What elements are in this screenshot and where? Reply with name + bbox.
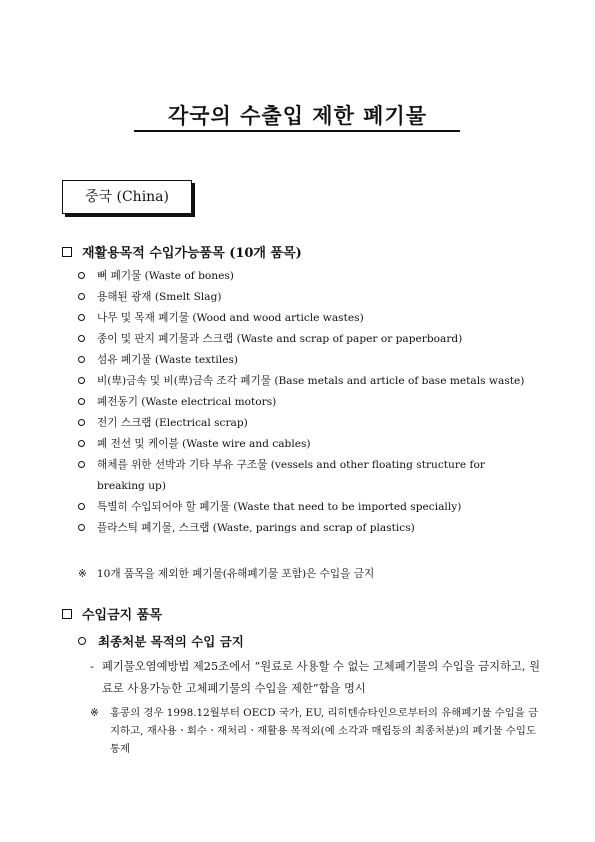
recyclable-items-list — [78, 266, 528, 539]
dash-list-item — [90, 656, 540, 700]
section-heading-recyclable — [62, 242, 302, 261]
list-item: 플라스틱 폐기물, 스크랩 (Waste, parings and scrap of plastics) — [78, 518, 528, 539]
circle-bullet-icon — [78, 293, 85, 300]
list-item: 섬유 폐기물 (Waste textiles) — [78, 350, 528, 371]
circle-bullet-icon — [78, 461, 85, 468]
square-bullet-icon — [62, 247, 72, 257]
country-label-box: 중국 (China) — [62, 180, 192, 214]
sub-heading — [78, 632, 244, 650]
list-item: 해체를 위한 선박과 기타 부유 구조물 (vessels and other floating structure for breaking up) — [78, 455, 528, 497]
list-item: 종이 및 판지 폐기물과 스크랩 (Waste and scrap of paper or paperboard) — [78, 329, 528, 350]
list-item: 폐 전선 및 케이블 (Waste wire and cables) — [78, 434, 528, 455]
sub-heading-text: 최종처분 목적의 수입 금지 — [98, 634, 244, 649]
square-bullet-icon — [62, 609, 72, 619]
dash-item-text: 폐기물오염예방법 제25조에서 “원료로 사용할 수 없는 고체폐기물의 수입을 금지하고, 원료로 사용가능한 고체폐기물의 수입을 제한”함을 명시 — [102, 660, 541, 695]
list-item: 폐전동기 (Waste electrical motors) — [78, 392, 528, 413]
list-item: 비(卑)금속 및 비(卑)금속 조각 폐기물 (Base metals and article of base metals waste) — [78, 371, 528, 392]
section-note — [78, 566, 374, 581]
note-text: 10개 품목을 제외한 폐기물(유해폐기물 포함)은 수입을 금지 — [96, 568, 375, 580]
circle-bullet-icon — [78, 335, 85, 342]
reference-note — [90, 704, 545, 758]
circle-bullet-icon — [78, 637, 86, 645]
circle-bullet-icon — [78, 398, 85, 405]
list-item: 전기 스크랩 (Electrical scrap) — [78, 413, 528, 434]
circle-bullet-icon — [78, 356, 85, 363]
dash-mark: - — [90, 660, 94, 673]
reference-mark: ※ — [78, 568, 87, 580]
circle-bullet-icon — [78, 524, 85, 531]
section-heading-text: 수입금지 품목 — [82, 608, 162, 623]
circle-bullet-icon — [78, 419, 85, 426]
circle-bullet-icon — [78, 272, 85, 279]
title-underline — [134, 130, 460, 132]
circle-bullet-icon — [78, 440, 85, 447]
circle-bullet-icon — [78, 314, 85, 321]
reference-note-text: 홍콩의 경우 1998.12월부터 OECD 국가, EU, 리히텐슈타인으로부터의 유해폐기물 수입을 금지하고, 재사용ㆍ회수ㆍ재처리ㆍ재활용 목적외(예 소각과 매립등의 최종처분)의 폐기물 수입도 통제 — [110, 707, 539, 755]
circle-bullet-icon — [78, 503, 85, 510]
reference-mark: ※ — [90, 707, 99, 719]
list-item: 뼈 폐기물 (Waste of bones) — [78, 266, 528, 287]
circle-bullet-icon — [78, 377, 85, 384]
section-heading-text: 재활용목적 수입가능품목 (10개 품목) — [82, 246, 302, 261]
list-item: 특별히 수입되어야 할 폐기물 (Waste that need to be imported specially) — [78, 497, 528, 518]
list-item: 나무 및 목재 폐기물 (Wood and wood article wastes) — [78, 308, 528, 329]
page-title: 각국의 수출입 제한 폐기물 — [167, 103, 428, 128]
list-item: 용해된 광재 (Smelt Slag) — [78, 287, 528, 308]
section-heading-prohibited — [62, 604, 162, 623]
